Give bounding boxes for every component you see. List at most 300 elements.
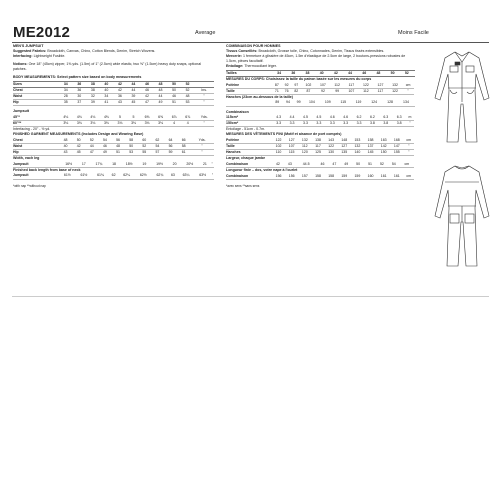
table-cell: 135 — [338, 150, 351, 156]
row-label: Hanches — [226, 150, 272, 156]
table-cell: 66 — [177, 138, 190, 144]
table-cell: 19 — [139, 162, 150, 168]
table-cell: 156 — [272, 174, 285, 180]
table-cell: 61 — [177, 150, 190, 156]
table-cell: 6⅝ — [140, 115, 154, 121]
table-cell: 99 — [330, 88, 344, 94]
notions-fr: Mercerie: 1 fermeture à glissière de 45cm, 1.5m d'élastique de 2.5cm de large, 2 boutons-pressions robustes de 1.5cm, pièces facultatif. — [226, 54, 406, 64]
jumpsuit-back-sketch-icon — [433, 160, 491, 270]
row-label: Waist — [13, 144, 59, 150]
table-cell: 34 — [59, 88, 73, 94]
table-cell: 56 — [164, 144, 177, 150]
row-label — [226, 100, 272, 106]
jumpsuit-yardage-table-en — [13, 115, 214, 127]
table-cell: 50 — [352, 162, 364, 168]
table-cell: 158 — [311, 174, 324, 180]
table-cell: 36 — [73, 88, 87, 94]
table-cell: 140 — [351, 150, 364, 156]
table-cell: 62½ — [135, 173, 152, 179]
body-measurements-table-en — [13, 81, 214, 106]
table-cell: 4.4 — [285, 115, 298, 121]
table-cell: 36 — [113, 94, 127, 100]
table-cell: 4.5 — [299, 115, 312, 121]
back-length-title-en: Finished back length from base of neck — [13, 167, 81, 172]
table-cell: 63 — [168, 173, 178, 179]
table-cell: 161 — [390, 174, 403, 180]
table-cell: 148 — [338, 138, 351, 144]
body-measurements-title-fr: MESURES DU CORPS: Choisissez la taille du patron basée sur les mesures du corps — [226, 77, 372, 82]
table-cell: 40 — [59, 144, 72, 150]
table-cell: 63½ — [194, 173, 211, 179]
bottom-rule — [12, 296, 489, 297]
table-cell: 50 — [167, 88, 181, 94]
table-cell: 62¾ — [152, 173, 169, 179]
table-cell: 44 — [127, 82, 141, 88]
table-cell: 54 — [151, 144, 164, 150]
row-label: Waist — [13, 94, 59, 100]
table-cell: 4⅛ — [86, 115, 100, 121]
table-cell: 32 — [86, 94, 100, 100]
row-label: Hip — [13, 100, 59, 106]
row-label: Poitrine — [226, 83, 272, 89]
table-cell: " — [403, 144, 414, 150]
table-cell: 5 — [113, 115, 127, 121]
table-cell: 4.6 — [339, 115, 352, 121]
table-cell: 36 — [73, 82, 87, 88]
width-title-fr: Largeur, chaque jambe — [226, 156, 266, 161]
interfacing-en: Interfacing: Lightweight Fusible. — [13, 54, 66, 59]
table-cell: 61½ — [76, 173, 93, 179]
back-length-table-en — [13, 173, 214, 179]
table-cell: 3⅛ — [59, 121, 73, 127]
table-cell: 3⅛ — [113, 121, 127, 127]
table-cell: 132 — [388, 83, 403, 89]
table-cell: 107 — [316, 83, 331, 89]
table-cell: 3⅛ — [73, 121, 87, 127]
table-cell: 3.3 — [272, 121, 285, 127]
table-cell: 16½ — [59, 162, 78, 168]
table-cell: 37 — [73, 100, 87, 106]
table-cell: 143 — [325, 138, 338, 144]
table-cell: 3.8 — [393, 121, 406, 127]
table-cell: 97 — [291, 83, 301, 89]
table-cell: 5 — [127, 115, 141, 121]
table-cell: 155 — [390, 150, 403, 156]
table-cell: 150 — [377, 150, 390, 156]
difficulty-en: Average — [195, 30, 216, 36]
table-cell: " — [211, 173, 214, 178]
table-cell: 38 — [300, 70, 314, 76]
table-cell: cm — [402, 83, 414, 89]
table-cell: 17¾ — [89, 162, 108, 168]
table-cell: 47 — [85, 150, 98, 156]
table-cell: 59 — [164, 150, 177, 156]
finished-measurements-table-fr — [226, 138, 414, 156]
table-cell: 127 — [373, 83, 388, 89]
table-cell: 3.3 — [285, 121, 298, 127]
table-cell: " — [194, 94, 214, 100]
table-cell: 46 — [167, 94, 181, 100]
table-cell: 42 — [72, 144, 85, 150]
row-label: 115cm* — [226, 115, 272, 121]
table-cell: 102 — [301, 83, 316, 89]
table-row — [226, 100, 414, 106]
table-cell: 87 — [272, 83, 282, 89]
table-cell: 50 — [167, 82, 181, 88]
table-cell: 3.8 — [366, 121, 379, 127]
table-cell: 42 — [272, 162, 284, 168]
table-cell: " — [194, 121, 214, 127]
table-cell: 28 — [59, 94, 73, 100]
table-row — [13, 100, 214, 106]
table-cell: 4.3 — [272, 115, 285, 121]
row-label: Sizes — [13, 82, 59, 88]
table-cell: 34 — [272, 70, 286, 76]
table-cell: 6.3 — [379, 115, 392, 121]
table-cell: 44 — [85, 144, 98, 150]
table-cell: 89 — [272, 100, 283, 106]
table-cell: 3.8 — [379, 121, 392, 127]
table-cell: 87 — [301, 88, 316, 94]
table-cell: 158 — [325, 174, 338, 180]
table-cell: 52 — [376, 162, 388, 168]
table-cell: 6⅞ — [181, 115, 195, 121]
table-cell: 3.3 — [312, 121, 325, 127]
english-column — [13, 44, 214, 189]
table-cell: 19½ — [150, 162, 169, 168]
table-cell: 47 — [328, 162, 340, 168]
table-row — [226, 174, 414, 180]
table-cell: 44 — [343, 70, 357, 76]
table-cell: 34 — [100, 94, 114, 100]
table-cell: 44 — [154, 94, 168, 100]
table-cell: 4⅜ — [100, 115, 114, 121]
table-cell: 159 — [351, 174, 364, 180]
table-cell: Ins. — [194, 88, 214, 94]
table-cell: 41 — [100, 100, 114, 106]
row-label: Tailles — [226, 70, 272, 76]
table-cell: 42 — [113, 88, 127, 94]
table-cell: 49 — [98, 150, 111, 156]
table-cell: 48 — [112, 144, 125, 150]
table-cell: 125 — [311, 150, 324, 156]
table-cell: 43 — [284, 162, 296, 168]
table-cell: 122 — [388, 88, 403, 94]
jumpsuit-title-en: Jumpsuit — [13, 109, 29, 114]
table-cell: 52 — [85, 138, 98, 144]
table-cell: 21 — [199, 162, 210, 168]
table-cell: " — [194, 100, 214, 106]
table-cell: 52 — [181, 88, 195, 94]
table-cell: 142 — [377, 144, 390, 150]
table-cell: " — [402, 88, 414, 94]
table-cell: 64 — [164, 138, 177, 144]
width-title-en: Width, each leg — [13, 156, 40, 161]
table-cell: " — [406, 121, 414, 127]
table-cell: 39 — [127, 94, 141, 100]
finished-measurements-title-fr: MESURES DES VÊTEMENTS FINI (Motif et aisance de port compris) — [226, 132, 342, 137]
table-cell: 39 — [86, 100, 100, 106]
table-cell: 6⅝ — [154, 115, 168, 121]
table-cell: 137 — [364, 144, 377, 150]
table-cell: 117 — [373, 88, 388, 94]
table-cell: 40 — [315, 70, 329, 76]
table-cell: 130 — [325, 150, 338, 156]
combinaison-title-fr: Combinaison — [226, 109, 249, 114]
interfacing-yardage-en: Interfacing - 20" - ½ yd. — [13, 127, 51, 132]
table-row — [13, 162, 214, 168]
french-column — [226, 44, 414, 189]
table-cell: 132 — [351, 144, 364, 150]
table-cell: 46 — [357, 70, 371, 76]
table-cell: " — [190, 144, 214, 150]
table-cell: 134 — [398, 100, 414, 106]
table-cell: 42 — [329, 70, 343, 76]
table-cell: 94 — [283, 100, 294, 106]
table-cell: 35 — [59, 100, 73, 106]
table-cell: 3.3 — [299, 121, 312, 127]
interfacing-fr: Entoilage: Thermocollant léger. — [226, 64, 277, 69]
table-cell: 119 — [351, 100, 366, 106]
table-cell: 57 — [151, 150, 164, 156]
table-cell: 147 — [390, 144, 403, 150]
table-cell: 120 — [298, 150, 311, 156]
table-cell: 76 — [282, 88, 292, 94]
row-label: Taille — [226, 144, 272, 150]
row-label: Poitrine — [226, 138, 272, 144]
table-cell: 4⅛ — [73, 115, 87, 121]
table-cell: 51 — [364, 162, 376, 168]
table-cell: 122 — [325, 144, 338, 150]
table-cell: 43 — [113, 100, 127, 106]
table-cell: 50 — [72, 138, 85, 144]
row-label: 45"* — [13, 115, 59, 121]
table-cell: 36 — [286, 70, 300, 76]
table-cell: 117 — [344, 83, 359, 89]
table-cell: 112 — [298, 144, 311, 150]
table-cell: 20½ — [180, 162, 199, 168]
table-cell: 54 — [388, 162, 400, 168]
footnote-en: *with nap **without nap — [13, 183, 46, 188]
fabrics-fr: Tissus Conseillés: Broadcloth, Grosse toile, Chino, Cotonnades, Denim, Tissus tissés extensibles. — [226, 49, 385, 54]
notions-en: Notions: One 18" (45cm) zipper, 1⅝ yds. (1.5m) of 1" (2.5cm) wide elastic, two ⅝" (1.5cm) heavy duty snaps, optional patches. — [13, 62, 201, 72]
table-row — [226, 88, 414, 94]
table-cell: 102 — [272, 144, 285, 150]
table-cell: 58 — [125, 138, 138, 144]
table-cell: 107 — [344, 88, 359, 94]
table-cell: 50 — [125, 144, 138, 150]
table-cell: 42 — [140, 94, 154, 100]
table-cell: 55 — [138, 150, 151, 156]
difficulty-fr: Moins Facile — [398, 30, 429, 36]
table-cell: 58 — [177, 144, 190, 150]
table-cell: 4 — [167, 121, 181, 127]
row-label: Jumpsuit — [13, 162, 59, 168]
body-measurements-title-en: BODY MEASUREMENTS: Select pattern size based on body measurements — [13, 75, 142, 80]
table-cell: 82 — [291, 88, 301, 94]
table-cell: 112 — [330, 83, 344, 89]
body-measurements-table-fr — [226, 83, 414, 95]
table-cell: Yds. — [194, 115, 214, 121]
table-cell: 44 — [127, 88, 141, 94]
table-cell: 104 — [304, 100, 320, 106]
table-cell: 3.3 — [326, 121, 339, 127]
row-label: 60"** — [13, 121, 59, 127]
garment-title-en: MEN'S JUMPSUIT — [13, 44, 44, 48]
back-length-table-fr — [226, 174, 414, 180]
table-cell: 51 — [112, 150, 125, 156]
table-cell: 47 — [140, 100, 154, 106]
table-cell: 53 — [181, 100, 195, 106]
table-cell: 71 — [272, 88, 282, 94]
table-cell: 46 — [317, 162, 329, 168]
table-cell: 6.3 — [393, 115, 406, 121]
table-cell: 38 — [86, 88, 100, 94]
table-cell: 54 — [98, 138, 111, 144]
table-cell: 3⅛ — [154, 121, 168, 127]
table-row — [226, 121, 414, 127]
table-cell: 115 — [336, 100, 351, 106]
table-cell: 99 — [293, 100, 304, 106]
table-cell: 4.5 — [312, 115, 325, 121]
hip-title-fr: Hanches (23cm au-dessous de la taille) — [226, 94, 293, 99]
finished-measurements-table-en — [13, 138, 214, 156]
table-cell: 48 — [181, 94, 195, 100]
row-label: Combinaison — [226, 162, 272, 168]
table-cell: 107 — [285, 144, 298, 150]
combinaison-yardage-table-fr — [226, 115, 414, 127]
table-cell: 50 — [386, 70, 400, 76]
table-cell: 60 — [138, 138, 151, 144]
row-label: Hip — [13, 150, 59, 156]
row-label: Chest — [13, 138, 59, 144]
table-cell: 3.3 — [352, 121, 365, 127]
table-cell: 160 — [364, 174, 377, 180]
table-cell: 51 — [167, 100, 181, 106]
table-cell: 62 — [109, 173, 119, 179]
table-cell: 6.2 — [352, 115, 365, 121]
table-cell: 61½ — [59, 173, 76, 179]
table-cell: 127 — [285, 138, 298, 144]
table-cell: 92 — [282, 83, 292, 89]
table-row — [13, 121, 214, 127]
table-cell: m — [406, 115, 414, 121]
pattern-code: ME2012 — [13, 24, 71, 41]
table-cell: 46 — [98, 144, 111, 150]
sizes-header-fr — [226, 70, 414, 77]
table-row — [13, 150, 214, 156]
table-cell: 3.3 — [339, 121, 352, 127]
table-cell: 34 — [59, 82, 73, 88]
table-cell: 49 — [154, 100, 168, 106]
table-cell: " — [211, 161, 213, 166]
table-cell: 48 — [154, 88, 168, 94]
finished-measurements-title-en: FINISHED GARMENT MEASUREMENTS (Includes Design and Wearing Ease) — [13, 132, 144, 137]
table-cell: 159 — [338, 174, 351, 180]
table-cell: 157 — [298, 174, 311, 180]
back-length-title-fr: Longueur finie – dos, votre nape à l'ourlet — [226, 167, 298, 172]
header-rule — [12, 42, 489, 43]
table-cell: 56 — [112, 138, 125, 144]
jumpsuit-front-sketch-icon — [433, 46, 491, 146]
table-cell: 48 — [59, 138, 72, 144]
footnote-fr: *avec sens **sans sens — [226, 183, 260, 188]
table-cell: 49 — [340, 162, 352, 168]
table-cell: 4.6 — [326, 115, 339, 121]
table-cell: 42 — [113, 82, 127, 88]
table-cell: 52 — [400, 70, 414, 76]
table-cell: 158 — [364, 138, 377, 144]
table-cell: 61¾ — [92, 173, 109, 179]
table-cell: 18 — [109, 162, 120, 168]
table-cell: 18½ — [120, 162, 139, 168]
table-row — [226, 150, 414, 156]
table-cell: 40 — [100, 82, 114, 88]
table-cell: cm — [400, 162, 414, 168]
row-label: Taille — [226, 88, 272, 94]
table-cell: 153 — [351, 138, 364, 144]
row-label: 150cm* — [226, 121, 272, 127]
table-cell: 53 — [125, 150, 138, 156]
table-cell: 63¼ — [178, 173, 195, 179]
table-cell: 109 — [320, 100, 336, 106]
table-cell: 62¼ — [118, 173, 135, 179]
table-row — [13, 173, 214, 179]
table-cell: 3⅛ — [140, 121, 154, 127]
table-cell: 163 — [377, 138, 390, 144]
table-cell: 52 — [138, 144, 151, 150]
table-cell: 48 — [371, 70, 385, 76]
table-cell: 6⅞ — [167, 115, 181, 121]
table-cell: " — [403, 150, 414, 156]
table-cell: 4⅛ — [59, 115, 73, 121]
table-cell: cm — [403, 174, 414, 180]
table-cell: 112 — [359, 88, 374, 94]
garment-title-fr: COMBINAISON POUR HOMMES — [226, 44, 281, 48]
table-cell: 127 — [338, 144, 351, 150]
table-cell: 52 — [181, 82, 195, 88]
table-cell: 117 — [311, 144, 324, 150]
table-cell: 145 — [364, 150, 377, 156]
table-cell: 115 — [285, 150, 298, 156]
table-cell: 4 — [181, 121, 195, 127]
entoilage-yardage-fr: Entoilage - 51cm - 0.7m. — [226, 127, 266, 132]
table-cell: " — [190, 150, 214, 156]
table-cell: 48 — [154, 82, 168, 88]
table-cell: 3⅛ — [100, 121, 114, 127]
fabrics-en: Suggested Fabrics: Broadcloth, Canvas, Chino, Cotton Blends, Denim, Stretch Wovens. — [13, 49, 156, 54]
row-label: Combinaison — [226, 174, 272, 180]
table-cell: 44.5 — [296, 162, 317, 168]
table-cell: 40 — [100, 88, 114, 94]
table-cell: 17 — [78, 162, 89, 168]
table-cell: 45 — [127, 100, 141, 106]
table-cell: 62 — [151, 138, 164, 144]
row-label: Jumpsuit — [13, 173, 59, 179]
table-row — [226, 162, 414, 168]
table-cell: 45 — [72, 150, 85, 156]
table-cell: 122 — [272, 138, 285, 144]
table-cell: 124 — [366, 100, 382, 106]
table-cell: 138 — [311, 138, 324, 144]
table-cell: 38 — [86, 82, 100, 88]
table-cell: 161 — [377, 174, 390, 180]
table-cell: 6.2 — [366, 115, 379, 121]
table-cell: 43 — [59, 150, 72, 156]
table-cell: 3⅛ — [127, 121, 141, 127]
table-cell: 46 — [140, 82, 154, 88]
table-cell: 30 — [73, 94, 87, 100]
